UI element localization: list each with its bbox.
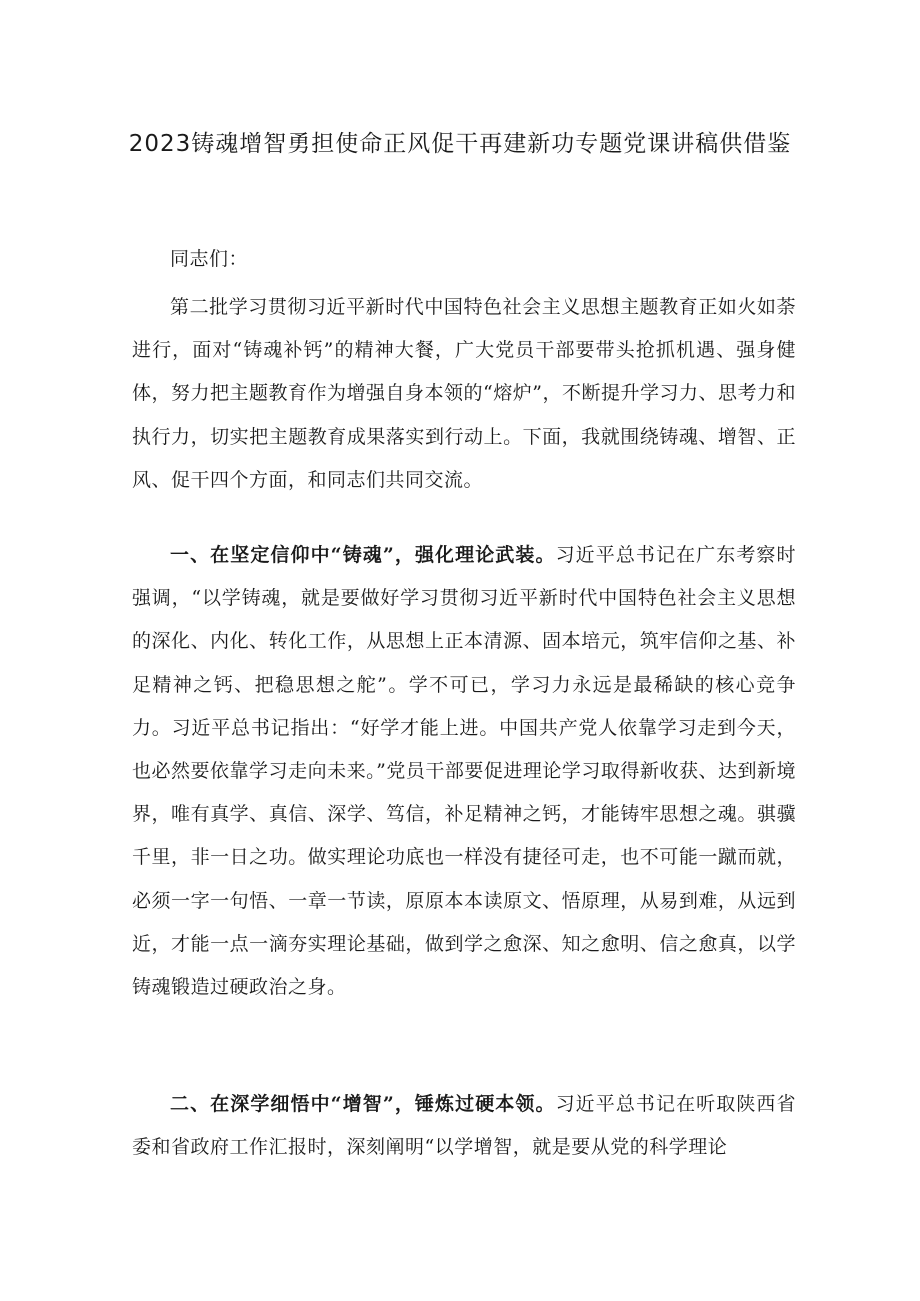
- paragraph-section-2: [132, 1083, 796, 1169]
- paragraph-section-1: [132, 534, 796, 1009]
- paragraph-text: 习近平总书记在听取陕西省委和省政府工作汇报时，深刻阐明“以学增智，就是要从党的科学理论: [132, 1093, 796, 1159]
- section-heading: 一、在坚定信仰中“铸魂”，强化理论武装。: [170, 544, 556, 566]
- paragraph-intro: [132, 286, 796, 502]
- greeting: 同志们：: [170, 248, 249, 270]
- document-title: 2023铸魂增智勇担使命正风促干再建新功专题党课讲稿供借鉴: [128, 131, 792, 157]
- section-heading: 二、在深学细悟中“增智”，锤炼过硬本领。: [170, 1093, 556, 1115]
- paragraph-text: 第二批学习贯彻习近平新时代中国特色社会主义思想主题教育正如火如荼进行，面对“铸魂补钙”的精神大餐，广大党员干部要带头抢抓机遇、强身健体，努力把主题教育作为增强自身本领的“熔炉”，不断提升学习力、思考力和执行力，切实把主题教育成果落实到行动上。下面，我就围绕铸魂、增智、正风、促干四个方面，和同志们共同交流。: [132, 296, 796, 491]
- paragraph-text: 习近平总书记在广东考察时强调，“以学铸魂，就是要做好学习贯彻习近平新时代中国特色社会主义思想的深化、内化、转化工作，从思想上正本清源、固本培元，筑牢信仰之基、补足精神之钙、把稳思想之舵”。学不可已，学习力永远是最稀缺的核心竞争力。习近平总书记指出：“好学才能上进。中国共产党人依靠学习走到今天，也必然要依靠学习走向未来。”党员干部要促进理论学习取得新收获、达到新境界，唯有真学、真信、深学、笃信，补足精神之钙，才能铸牢思想之魂。骐骥千里，非一日之功。做实理论功底也一样没有捷径可走，也不可能一蹴而就，必须一字一句悟、一章一节读，原原本本读原文、悟原理，从易到难，从远到近，才能一点一滴夯实理论基础，做到学之愈深、知之愈明、信之愈真，以学铸魂锻造过硬政治之身。: [132, 544, 796, 999]
